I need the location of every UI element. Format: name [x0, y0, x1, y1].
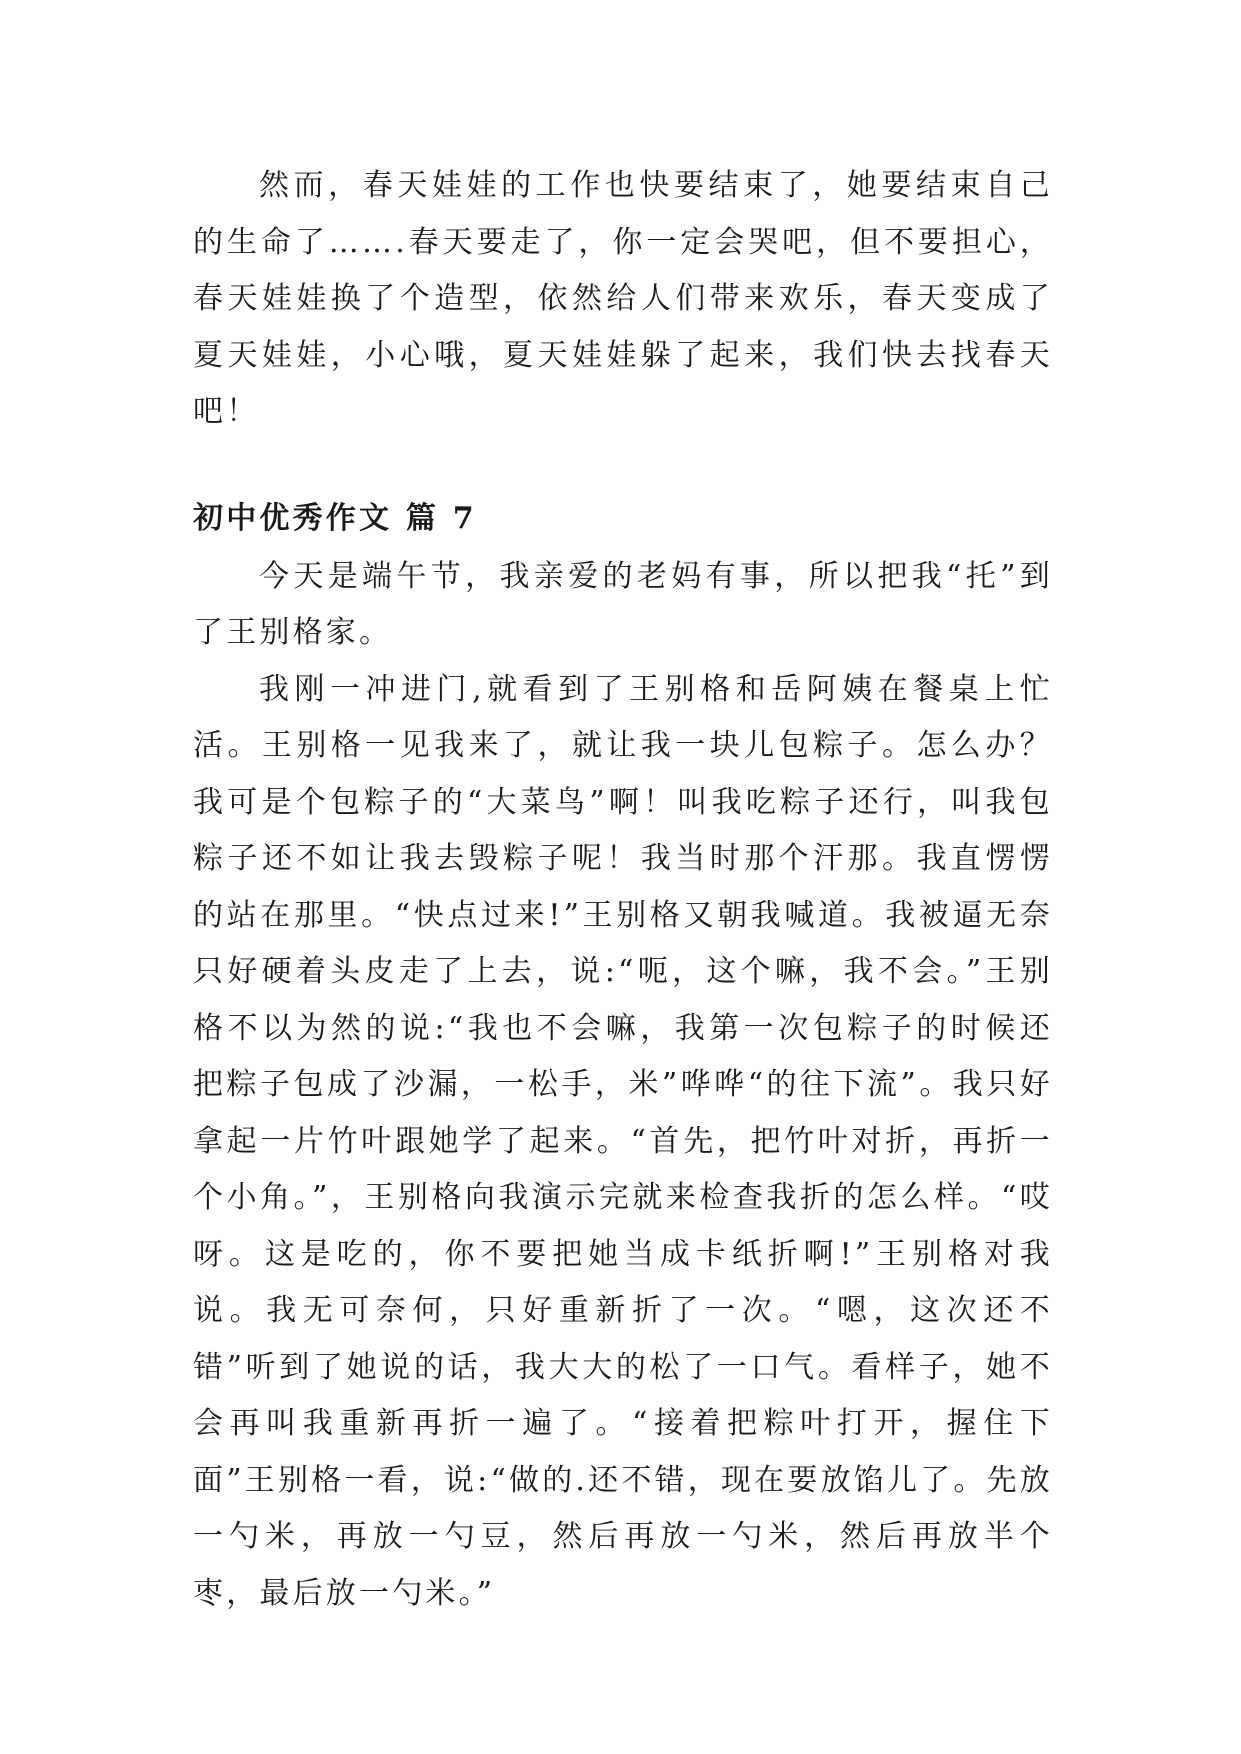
text-column — [193, 158, 1053, 1622]
section-heading: 初中优秀作文 篇 7 — [193, 500, 477, 536]
intro-paragraph: 然而，春天娃娃的工作也快要结束了，她要结束自己的生命了…….春天要走了，你一定会哭吧，但不要担心，春天娃娃换了个造型，依然给人们带来欢乐，春天变成了夏天娃娃，小心哦，夏天娃娃躲了起来，我们快去找春天吧！ — [193, 168, 1053, 429]
body-paragraph-1: 今天是端午节，我亲爱的老妈有事，所以把我“托”到了王别格家。 — [193, 558, 1053, 650]
body-paragraph-2: 我刚一冲进门,就看到了王别格和岳阿姨在餐桌上忙活。王别格一见我来了，就让我一块儿包粽子。怎么办？我可是个包粽子的“大菜鸟”啊！叫我吃粽子还行，叫我包粽子还不如让我去毁粽子呢！我当时那个汗那。我直愣愣的站在那里。“快点过来!”王别格又朝我喊道。我被逼无奈只好硬着头皮走了上去，说:“呃，这个嘛，我不会。”王别格不以为然的说:“我也不会嘛，我第一次包粽子的时候还把粽子包成了沙漏，一松手，米”哗哗“的往下流”。我只好拿起一片竹叶跟她学了起来。“首先，把竹叶对折，再折一个小角。”，王别格向我演示完就来检查我折的怎么样。“哎呀。这是吃的，你不要把她当成卡纸折啊!”王别格对我说。我无可奈何，只好重新折了一次。“嗯，这次还不错”听到了她说的话，我大大的松了一口气。看样子，她不会再叫我重新再折一遍了。“接着把粽叶打开，握住下面”王别格一看，说:“做的.还不错，现在要放馅儿了。先放一勺米，再放一勺豆，然后再放一勺米，然后再放半个枣，最后放一勺米。” — [193, 671, 1053, 1611]
